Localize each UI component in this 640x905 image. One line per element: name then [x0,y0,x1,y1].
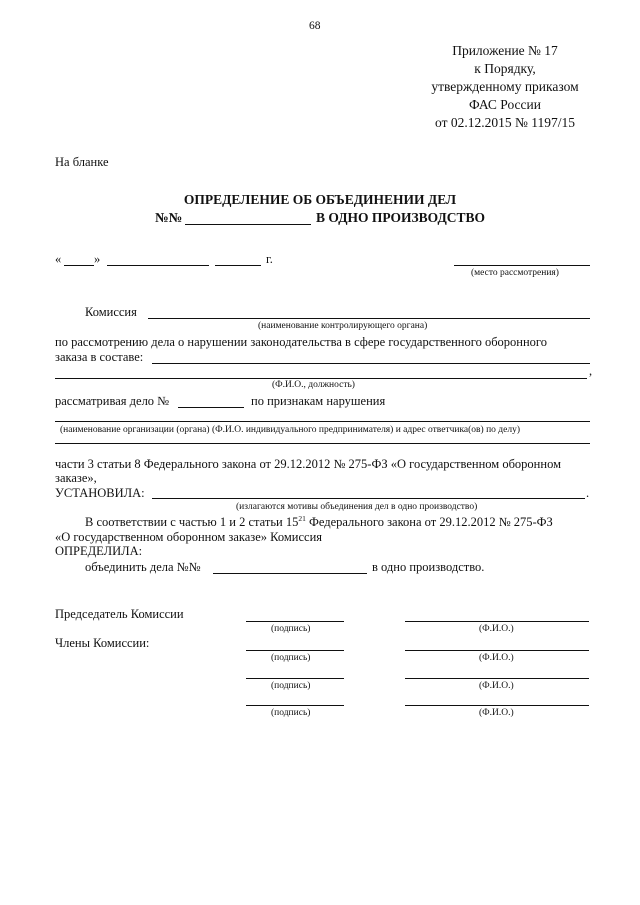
commission-label: Комиссия [85,305,137,319]
fio-caption: (Ф.И.О.) [479,708,514,718]
decided-suffix: в одно производство. [372,560,485,574]
commission-name-field[interactable] [148,318,590,319]
appendix-block [400,42,610,132]
appendix-line2: к Порядку, [474,61,536,76]
respondent-field[interactable] [55,421,590,422]
place-caption: (место рассмотрения) [471,268,559,278]
fio-caption: (Ф.И.О.) [479,653,514,663]
letterhead-note: На бланке [55,155,109,169]
place-field[interactable] [454,265,590,266]
established-dot: . [586,486,590,500]
merge-cases-field[interactable] [213,573,367,574]
year-field[interactable] [215,265,261,266]
members-caption: (Ф.И.О., должность) [272,380,355,390]
signature-caption: (подпись) [271,708,311,718]
case-text-prefix: рассматривая дело № [55,394,170,408]
fio-field[interactable] [405,650,589,651]
fio-field[interactable] [405,705,589,706]
page-number: 68 [309,20,321,32]
law-line1: части 3 статьи 8 Федерального закона от 29.12.2012 № 275-ФЗ «О государственном оборонном [55,457,561,471]
composition-field[interactable] [152,363,590,364]
appendix-line3: утвержденному приказом [431,79,579,94]
decided-prefix: объединить дела №№ [85,560,201,574]
respondent-field-2[interactable] [55,443,590,444]
decided-label: ОПРЕДЕЛИЛА: [55,544,143,558]
case-text-suffix: по признакам нарушения [251,394,386,408]
signature-field[interactable] [246,650,344,651]
accordance-line2: «О государственном оборонном заказе» Комиссия [55,530,323,544]
fio-caption: (Ф.И.О.) [479,624,514,634]
signature-field[interactable] [246,678,344,679]
signature-caption: (подпись) [271,653,311,663]
commission-caption: (наименование контролирующего органа) [258,321,428,331]
case-number-field[interactable] [178,407,244,408]
members-label: Члены Комиссии: [55,636,150,650]
day-field[interactable] [64,265,94,266]
commission-text1: по рассмотрению дела о нарушении законодательства в сфере государственного оборонного [55,335,547,349]
accordance-line1 [85,515,553,530]
case-numbers-field[interactable] [185,224,311,225]
signature-field[interactable] [246,621,344,622]
open-quote: « [55,252,62,266]
doc-title-line1: ОПРЕДЕЛЕНИЕ ОБ ОБЪЕДИНЕНИИ ДЕЛ [183,192,457,207]
established-label: УСТАНОВИЛА: [55,486,145,500]
fio-field[interactable] [405,678,589,679]
doc-title-prefix: №№ [155,210,183,225]
law-line2: заказе», [55,471,97,485]
appendix-line5: от 02.12.2015 № 1197/15 [435,115,575,130]
signature-caption: (подпись) [271,624,311,634]
month-field[interactable] [107,265,209,266]
close-quote: » [94,252,101,266]
established-caption: (излагаются мотивы объединения дел в одно производство) [236,502,478,512]
signature-caption: (подпись) [271,681,311,691]
respondent-caption: (наименование организации (органа) (Ф.И.О. индивидуального предпринимателя) и адрес ответчика(ов) по делу) [60,425,520,435]
composition-comma: , [589,364,593,378]
chairman-label: Председатель Комиссии [55,607,184,621]
fio-caption: (Ф.И.О.) [479,681,514,691]
accordance-part1: В соответствии с частью 1 и 2 статьи 15 [85,515,299,529]
accordance-sup: 21 [298,513,306,523]
accordance-part2: Федерального закона от 29.12.2012 № 275-ФЗ [305,515,553,529]
commission-text2: заказа в составе: [55,350,144,364]
signature-field[interactable] [246,705,344,706]
appendix-line4: ФАС России [469,97,541,112]
established-field[interactable] [152,498,585,499]
appendix-line1: Приложение № 17 [452,43,558,58]
composition-field-2[interactable] [55,378,587,379]
fio-field[interactable] [405,621,589,622]
year-suffix: г. [266,252,273,266]
doc-title-suffix: В ОДНО ПРОИЗВОДСТВО [316,210,486,225]
